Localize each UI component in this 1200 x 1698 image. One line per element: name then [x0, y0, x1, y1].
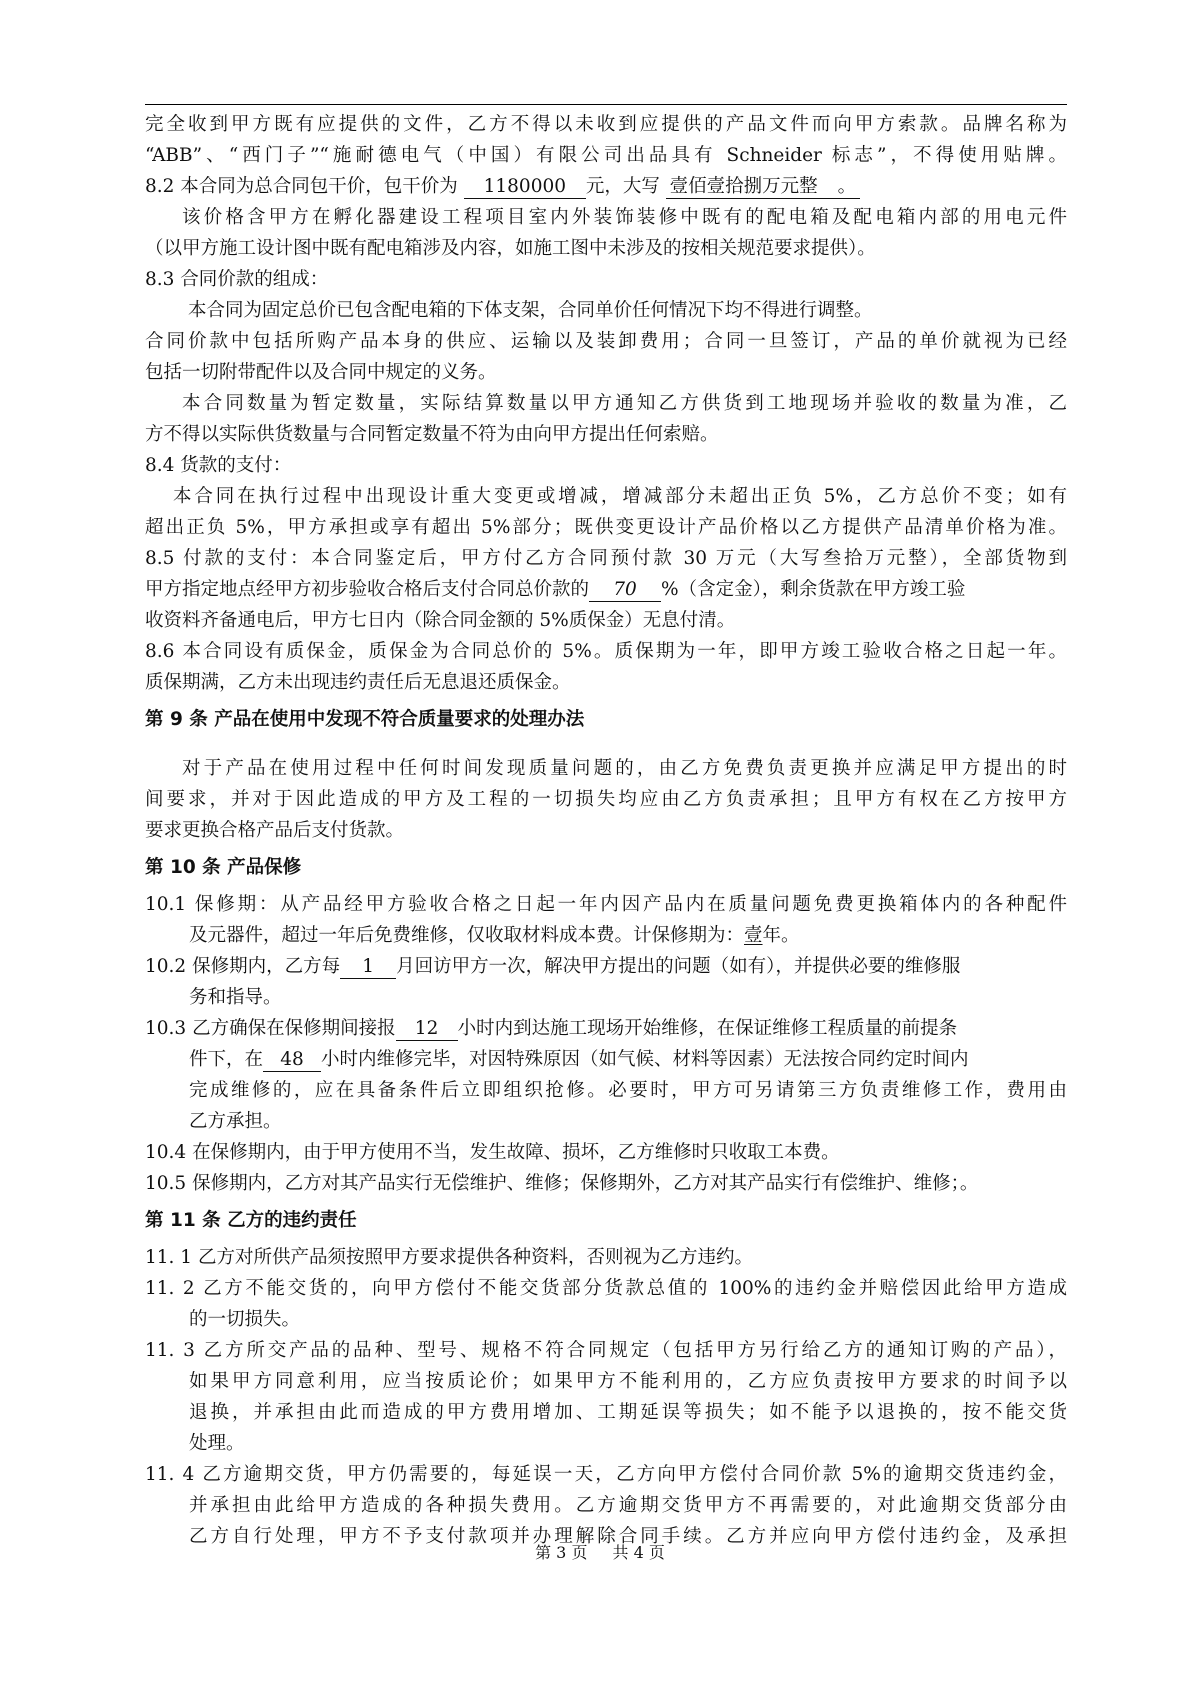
clause-10-2 [145, 951, 1067, 982]
text-segment: 10.3 乙方确保在保修期间接报 [145, 1018, 396, 1039]
text-line: （以甲方施工设计图中既有配电箱涉及内容，如施工图中未涉及的按相关规范要求提供）。 [145, 238, 876, 259]
text-line: 11. 3 乙方所交产品的品种、型号、规格不符合同规定（包括甲方另行给乙方的通知订购的产品）， [145, 1340, 1067, 1361]
visit-months-field: 1 [340, 956, 396, 979]
page-total: 共 4 页 [612, 1543, 665, 1562]
section-9-heading: 第 9 条 产品在使用中发现不符合质量要求的处理办法 [145, 709, 585, 730]
text-line: 完成维修的，应在具备条件后立即组织抢修。必要时，甲方可另请第三方负责维修工作，费用由 [189, 1080, 1067, 1101]
price-words-end: 。 [837, 176, 857, 197]
page-footer [0, 1542, 1200, 1564]
price-figure-field: 1180000 [464, 176, 586, 199]
text-line: 处理。 [189, 1433, 245, 1454]
clause-10-3 [145, 1013, 1067, 1044]
text-segment: 小时内到达施工现场开始维修，在保证维修工程质量的前提条 [457, 1018, 958, 1039]
text-segment: 及元器件，超过一年后免费维修，仅收取材料成本费。计保修期为： [189, 925, 745, 946]
text-line: 务和指导。 [189, 987, 282, 1008]
text-line: 8.6 本合同设有质保金，质保金为合同总价的 5%。质保期为一年，即甲方竣工验收合格之日起一年。 [145, 641, 1067, 662]
text-line: 本合同数量为暂定数量，实际结算数量以甲方通知乙方供货到工地现场并验收的数量为准，乙 [182, 393, 1067, 414]
text-segment: 甲方指定地点经甲方初步验收合格后支付合同总价款的 [145, 579, 590, 600]
clause-8-2 [145, 171, 1067, 202]
text-line: 11. 4 乙方逾期交货，甲方仍需要的，每延误一天，乙方向甲方偿付合同价款 5%的逾期交货违约金， [145, 1464, 1067, 1485]
repair-hours-field: 48 [263, 1049, 321, 1072]
price-words-value: 壹佰壹拾捌万元整 [669, 176, 818, 197]
text-line: 方不得以实际供货数量与合同暂定数量不符为由向甲方提出任何索赔。 [145, 424, 719, 445]
text-segment: 件下，在 [189, 1049, 264, 1070]
text-segment: %（含定金），剩余货款在甲方竣工验 [661, 579, 966, 600]
text-line: 本合同在执行过程中出现设计重大变更或增减，增减部分未超出正负 5%，乙方总价不变；如有 [173, 486, 1067, 507]
text-line: 如果甲方同意利用，应当按质论价；如果甲方不能利用的，乙方应负责按甲方要求的时间予以 [189, 1371, 1067, 1392]
text-segment: 月回访甲方一次，解决甲方提出的问题（如有），并提供必要的维修服 [396, 956, 961, 977]
text-line: 并承担由此给甲方造成的各种损失费用。乙方逾期交货甲方不再需要的，对此逾期交货部分由 [189, 1495, 1067, 1516]
text-line: 完全收到甲方既有应提供的文件，乙方不得以未收到应提供的产品文件而向甲方索款。品牌名称为 [145, 114, 1067, 135]
text-line: “ABB”、“西门子”“施耐德电气（中国）有限公司出品具有 Schneider 标志”，不得使用贴牌。 [145, 145, 1067, 166]
percent-field: 70 [589, 579, 661, 602]
text-line: 要求更换合格产品后支付货款。 [145, 820, 405, 841]
text-line: 本合同为固定总价已包含配电箱的下体支架，合同单价任何情况下均不得进行调整。 [188, 300, 873, 321]
text-line: 该价格含甲方在孵化器建设工程项目室内外装饰装修中既有的配电箱及配电箱内部的用电元件 [182, 207, 1067, 228]
text-line: 退换，并承担由此而造成的甲方费用增加、工期延误等损失；如不能予以退换的，按不能交货 [189, 1402, 1067, 1423]
page-number: 第 3 页 [535, 1543, 588, 1562]
clause-10-1-period [145, 920, 1067, 951]
text-line: 合同价款中包括所购产品本身的供应、运输以及装卸费用；合同一旦签订，产品的单价就视为已经 [145, 331, 1067, 352]
text-line: 间要求，并对于因此造成的甲方及工程的一切损失均应由乙方负责承担；且甲方有权在乙方按甲方 [145, 789, 1067, 810]
text-line: 10.4 在保修期内，由于甲方使用不当，发生故障、损坏，乙方维修时只收取工本费。 [145, 1142, 840, 1163]
text-line: 质保期满，乙方未出现违约责任后无息退还质保金。 [145, 672, 571, 693]
text-segment: 10.2 保修期内，乙方每 [145, 956, 341, 977]
text-line: 11. 2 乙方不能交货的，向甲方偿付不能交货部分货款总值的 100%的违约金并赔偿因此给甲方造成 [145, 1278, 1067, 1299]
warranty-years-value: 壹 [744, 925, 763, 946]
price-words-field [666, 176, 860, 199]
text-segment: 8.2 本合同为总合同包干价，包干价为 [145, 176, 458, 197]
text-line: 的一切损失。 [189, 1309, 301, 1330]
text-line: 乙方承担。 [189, 1111, 282, 1132]
text-line: 11. 1 乙方对所供产品须按照甲方要求提供各种资料，否则视为乙方违约。 [145, 1247, 753, 1268]
document-page [145, 104, 1067, 1552]
response-hours-field: 12 [396, 1018, 458, 1041]
text-line: 对于产品在使用过程中任何时间发现质量问题的，由乙方免费负责更换并应满足甲方提出的时 [182, 758, 1067, 779]
text-line: 超出正负 5%，甲方承担或享有超出 5%部分；既供变更设计产品价格以乙方提供产品清单价格为准。 [145, 517, 1067, 538]
text-line: 收资料齐备通电后，甲方七日内（除合同金额的 5%质保金）无息付清。 [145, 610, 736, 631]
text-segment: 小时内维修完毕，对因特殊原因（如气候、材料等因素）无法按合同约定时间内 [321, 1049, 969, 1070]
clause-10-3-repair [145, 1044, 1067, 1075]
clause-8-4-title: 8.4 货款的支付： [145, 455, 292, 476]
clause-8-3-title: 8.3 合同价款的组成： [145, 269, 329, 290]
text-line: 10.1 保修期：从产品经甲方验收合格之日起一年内因产品内在质量问题免费更换箱体内的各种配件 [145, 894, 1067, 915]
text-segment: 年。 [762, 925, 800, 946]
section-11-heading: 第 11 条 乙方的违约责任 [145, 1210, 357, 1231]
text-line: 10.5 保修期内，乙方对其产品实行无偿维护、维修；保修期外，乙方对其产品实行有偿维护、维修；。 [145, 1173, 979, 1194]
text-segment: 元，大写 [585, 176, 660, 197]
header-rule [145, 104, 1067, 105]
section-10-heading: 第 10 条 产品保修 [145, 857, 302, 878]
text-line: 包括一切附带配件以及合同中规定的义务。 [145, 362, 497, 383]
text-line: 8.5 付款的支付：本合同鉴定后，甲方付乙方合同预付款 30 万元（大写叁拾万元整），全部货物到 [145, 548, 1067, 569]
text-line: 乙方自行处理，甲方不予支付款项并办理解除合同手续。乙方并应向甲方偿付违约金，及承担 [189, 1526, 1067, 1547]
clause-8-5-payment [145, 574, 1067, 605]
